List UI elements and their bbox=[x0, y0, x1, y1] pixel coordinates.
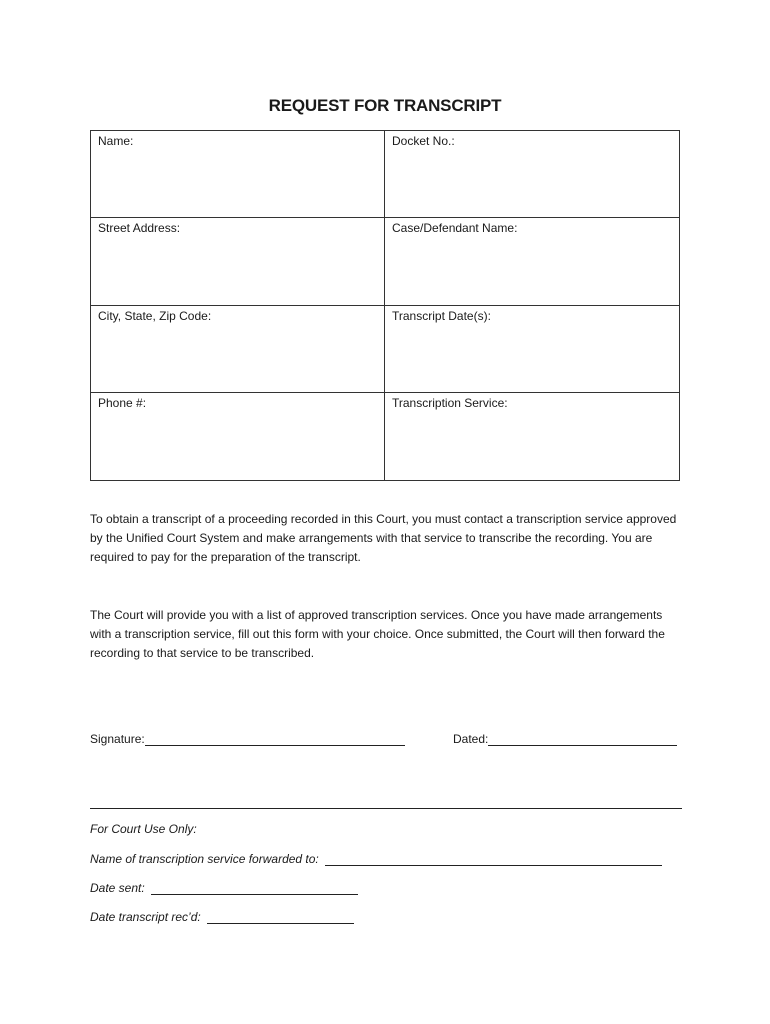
dated-row bbox=[453, 731, 677, 746]
forwarded-line[interactable] bbox=[325, 851, 662, 866]
page-title: REQUEST FOR TRANSCRIPT bbox=[268, 96, 502, 115]
forwarded-label: Name of transcription service forwarded to: bbox=[90, 852, 319, 866]
dated-label: Dated: bbox=[453, 732, 489, 746]
signature-row bbox=[90, 731, 405, 746]
section-divider bbox=[90, 808, 682, 809]
docket-field[interactable]: Docket No.: bbox=[385, 131, 679, 218]
date-sent-label: Date sent: bbox=[90, 881, 145, 895]
name-field[interactable]: Name: bbox=[91, 131, 385, 218]
date-sent-row bbox=[90, 880, 358, 895]
signature-label: Signature: bbox=[90, 732, 145, 746]
street-address-field[interactable]: Street Address: bbox=[91, 218, 385, 305]
forwarded-row bbox=[90, 851, 662, 866]
dated-line[interactable] bbox=[488, 731, 677, 746]
date-received-label: Date transcript rec’d: bbox=[90, 910, 201, 924]
court-use-heading: For Court Use Only: bbox=[90, 822, 197, 836]
date-sent-line[interactable] bbox=[151, 880, 358, 895]
instructions-paragraph-1: To obtain a transcript of a proceeding recorded in this Court, you must contact a transcription service approved by the Unified Court System and make arrangements with that service to transcribe the recording. You are required to pay for the preparation of the transcript. bbox=[90, 512, 677, 564]
case-defendant-field[interactable]: Case/Defendant Name: bbox=[385, 218, 679, 305]
transcription-service-field[interactable]: Transcription Service: bbox=[392, 395, 508, 410]
instructions-paragraph-2: The Court will provide you with a list of approved transcription services. Once you have made arrangements with a transcription service, fill out this form with your choice. Once submitted, the Court will then forward the recording to that service to be transcribed. bbox=[90, 608, 665, 660]
date-received-line[interactable] bbox=[207, 909, 354, 924]
signature-line[interactable] bbox=[145, 731, 405, 746]
transcript-dates-field[interactable]: Transcript Date(s): bbox=[385, 306, 679, 393]
city-state-zip-field[interactable]: City, State, Zip Code: bbox=[91, 306, 385, 393]
request-form-grid bbox=[90, 130, 680, 481]
phone-field[interactable]: Phone #: bbox=[91, 393, 385, 480]
date-received-row bbox=[90, 909, 354, 924]
